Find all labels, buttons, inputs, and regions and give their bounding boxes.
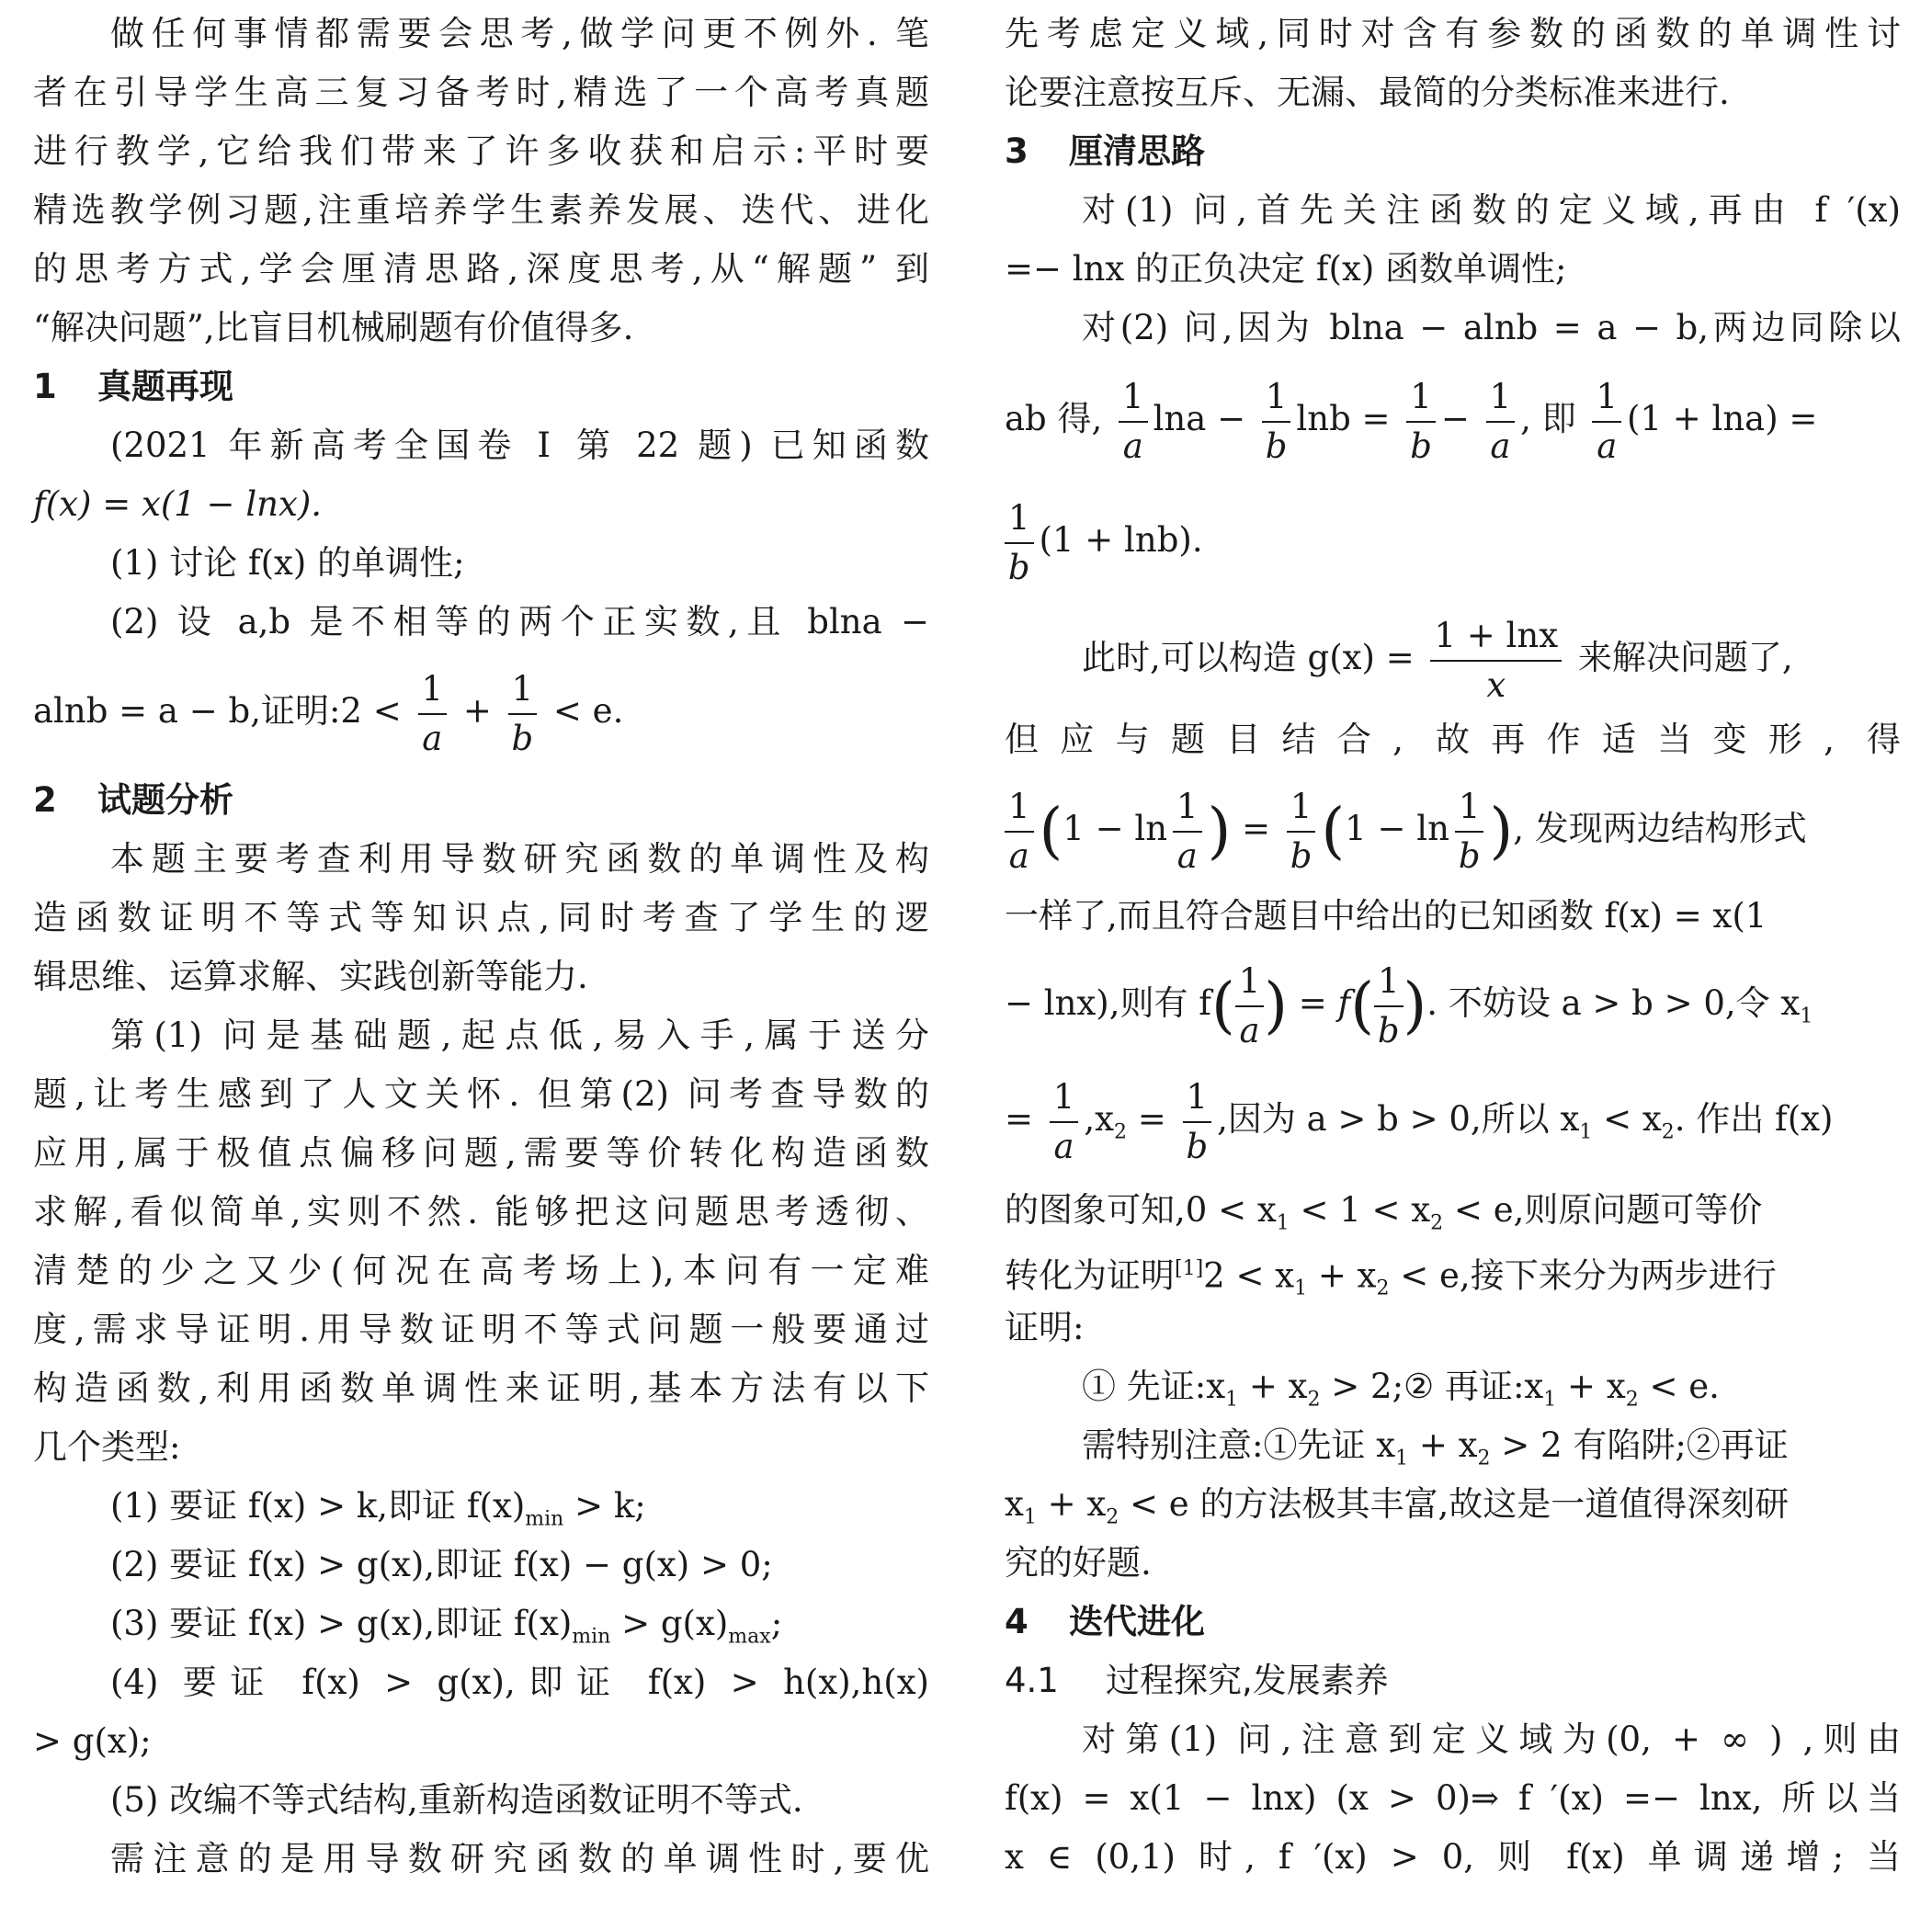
think-line: 对(1) 问,首先关注函数的定义域,再由 f ′(x) (1082, 190, 1901, 230)
section-heading-3: 3 厘清思路 (1005, 131, 1205, 171)
analysis-line: 清楚的少之又少(何况在高考场上),本问有一定难 (33, 1251, 929, 1290)
analysis-line: 求解,看似简单,实则不然. 能够把这问题思考透彻、 (33, 1192, 929, 1231)
think-line: 一样了,而且符合题目中给出的已知函数 f(x) = x(1 (1005, 896, 1767, 936)
question-2-inequality: alnb = a − b,证明:2 < $\frac{1}{a}$ + $\frac{1}{b}$ < e. (33, 664, 929, 763)
think-line: 但应与题目结合, 故再作适当变形, 得 (1005, 720, 1901, 759)
intro-line: 者在引导学生高三复习备考时,精选了一个高考真题 (33, 73, 929, 112)
text-line: f(x) = x(1 − lnx) (x > 0)⇒ f ′(x) =− lnx, 所以当 (1005, 1778, 1901, 1818)
analysis-line: 第(1) 问是基础题,起点低,易入手,属于送分 (110, 1016, 929, 1055)
citation-ref[interactable]: [1] (1175, 1257, 1204, 1280)
text-line: 论要注意按互斥、无漏、最简的分类标准来进行. (1005, 73, 1730, 112)
analysis-line: 造函数证明不等式等知识点,同时考查了学生的逻 (33, 898, 929, 937)
transform-equation: $\frac{1}{a}$ (1 − ln $\frac{1}{a}$ ) = $\frac{1}{b}$ (1 − ln $\frac{1}{b}$ ), 发现两边结构形式 (1005, 781, 1901, 880)
fraction-1-over-a: $\frac{1}{a}$ (418, 665, 448, 763)
section-heading-2: 2 试题分析 (33, 780, 233, 820)
method-5: (5) 改编不等式结构,重新构造函数证明不等式. (110, 1780, 803, 1820)
think-equal-f: − lnx),则有 f( $\frac{1}{a}$ ) = f( $\frac{1}{b}$ ). 不妨设 a > b > 0,令 $x_1$ (1005, 956, 1901, 1064)
text-line: 先考虑定义域,同时对含有参数的函数的单调性讨 (1005, 14, 1901, 53)
section-heading-4: 4 迭代进化 (1005, 1602, 1205, 1641)
think-line: 的图象可知$,0 < x_1 < 1 < x_2 < e$,则原问题可等价 (1005, 1190, 1763, 1235)
intro-line: 精选教学例习题,注重培养学生素养发展、迭代、进化 (33, 190, 929, 230)
think-x1x2: = $\frac{1}{a}$ $,x_2$ = $\frac{1}{b}$ ,因为 a > b > 0,所以 $x_1 < x_2$. 作出 f(x) (1005, 1072, 1901, 1180)
subsection-heading-4-1: 4.1 过程探究,发展素养 (1005, 1661, 1389, 1700)
analysis-line: 应用,属于极值点偏移问题,需要等价转化构造函数 (33, 1133, 929, 1173)
analysis-line: 题,让考生感到了人文关怀. 但第(2) 问考查导数的 (33, 1074, 929, 1114)
think-line: 转化为证明$[1]2 < x_1 + x_2 < e$,接下来分为两步进行 (1005, 1255, 1777, 1300)
intro-line: 做任何事情都需要会思考,做学问更不例外. 笔 (110, 14, 929, 53)
analysis-line: 构造函数,利用函数单调性来证明,基本方法有以下 (33, 1368, 929, 1408)
think-note: $x_1 + x_2 < e$ 的方法极其丰富,故这是一道值得深刻研 (1005, 1484, 1790, 1529)
method-3: (3) 要证 f(x) > g(x),即证 $f(x)_{min} > g(x)_{max}$; (110, 1604, 783, 1649)
analysis-line: 度,需求导证明.用导数证明不等式问题一般要通过 (33, 1310, 929, 1349)
intro-line: 的思考方式,学会厘清思路,深度思考,从“解题” 到 (33, 249, 929, 289)
method-1: (1) 要证 f(x) > k,即证 $f(x)_{min} > k$; (110, 1486, 646, 1531)
analysis-line: 本题主要考查利用导数研究函数的单调性及构 (110, 839, 929, 879)
note-line: 需注意的是用导数研究函数的单调性时,要优 (110, 1839, 929, 1878)
method-4: (4) 要证 f(x) > g(x),即证 f(x) > h(x),h(x) (110, 1663, 929, 1702)
think-line: 证明: (1005, 1308, 1085, 1347)
text-line: 对第(1) 问,注意到定义域为(0, + ∞ ) ,则由 (1082, 1719, 1901, 1759)
think-line: 究的好题. (1005, 1543, 1152, 1583)
construct-g: 此时,可以构造 g(x) = $\frac{1 + \ln x}{x}$ 来解决问题了, (1005, 610, 1901, 709)
think-equation-cont: $\frac{1}{b}$ (1 + lnb). (1005, 493, 1901, 592)
section-number: 1 (33, 367, 57, 406)
method-2: (2) 要证 f(x) > g(x),即证 f(x) − g(x) > 0; (110, 1545, 773, 1584)
think-line: 对(2) 问,因为 blna − alnb = a − b,两边同除以 (1082, 308, 1901, 347)
text-line: x ∈ (0,1) 时, f ′(x) > 0, 则 f(x) 单调递增; 当 (1005, 1837, 1901, 1877)
method-4-cont: > g(x); (33, 1721, 152, 1761)
problem-line: f(x) = x(1 − lnx). (33, 484, 323, 524)
fraction-1-over-b: $\frac{1}{b}$ (508, 665, 538, 763)
section-heading-1 (33, 366, 929, 408)
think-equation: ab 得, $\frac{1}{a}$ lna − $\frac{1}{b}$ lnb = $\frac{1}{b}$ − $\frac{1}{a}$ , 即 $\frac{1}{a}$ (1 + lna) = (1005, 371, 1901, 471)
question-1: (1) 讨论 f(x) 的单调性; (110, 543, 465, 583)
analysis-line: 几个类型: (33, 1427, 181, 1467)
analysis-line: 辑思维、运算求解、实践创新等能力. (33, 957, 588, 996)
think-note: 需特别注意:①先证 $x_1 + x_2 > 2$ 有陷阱;②再证 (1082, 1425, 1789, 1470)
question-2: (2) 设 a,b 是不相等的两个正实数,且 blna − (110, 602, 929, 641)
think-steps: ① 先证$:x_1 + x_2$ > 2;② 再证$:x_1 + x_2 < e$. (1082, 1367, 1720, 1412)
intro-line: 进行教学,它给我们带来了许多收获和启示:平时要 (33, 131, 929, 171)
intro-line: “解决问题”,比盲目机械刷题有价值得多. (33, 308, 634, 347)
section-title: 真题再现 (97, 367, 233, 406)
think-line: =− lnx 的正负决定 f(x) 函数单调性; (1005, 249, 1567, 289)
problem-line: (2021 年新高考全国卷 Ⅰ 第 22 题) 已知函数 (110, 426, 929, 465)
